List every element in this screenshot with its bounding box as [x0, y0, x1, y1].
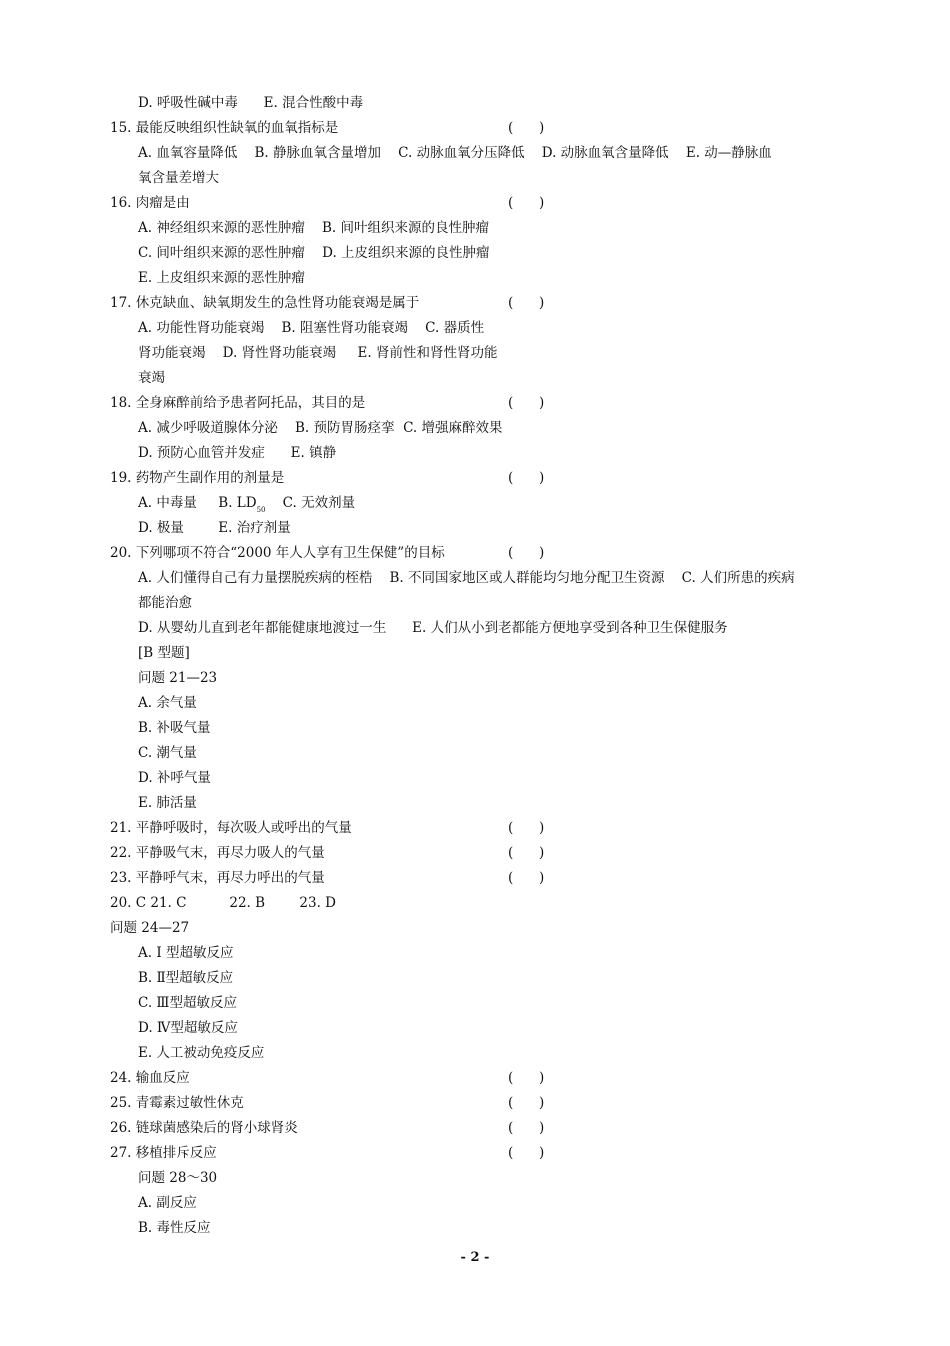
- answer-blank: ( ): [508, 1070, 545, 1086]
- question-17: 17. 休克缺血、缺氧期发生的急性肾功能衰竭是属于: [110, 295, 420, 311]
- answer-key: 20. C 21. C 22. B 23. D: [110, 895, 336, 911]
- option-text: A. 中毒量 B. LD: [138, 495, 257, 511]
- answer-blank: ( ): [508, 295, 545, 311]
- option-line: C. 潮气量: [138, 745, 197, 761]
- option-line: 都能治愈: [138, 595, 192, 611]
- subscript: 50: [256, 506, 266, 514]
- question-20: 20. 下列哪项不符合“2000 年人人享有卫生保健”的目标: [110, 545, 445, 561]
- answer-blank: ( ): [508, 195, 545, 211]
- option-line: D. 补呼气量: [138, 770, 211, 786]
- option-line: A. 人们懂得自己有力量摆脱疾病的桎梏 B. 不同国家地区或人群能均匀地分配卫生资源 C. 人们所患的疾病: [138, 570, 795, 586]
- answer-blank: ( ): [508, 870, 545, 886]
- question-24: 24. 输血反应: [110, 1070, 190, 1086]
- question-26: 26. 链球菌感染后的肾小球肾炎: [110, 1120, 298, 1136]
- option-line: 氧含量差增大: [138, 170, 219, 186]
- section-heading: [B 型题]: [138, 645, 190, 661]
- question-25: 25. 青霉素过敏性休克: [110, 1095, 244, 1111]
- option-line: 肾功能衰竭 D. 肾性肾功能衰竭 E. 肾前性和肾性肾功能: [138, 345, 498, 361]
- question-19: 19. 药物产生副作用的剂量是: [110, 470, 285, 486]
- question-27: 27. 移植排斥反应: [110, 1145, 217, 1161]
- option-line: A. 减少呼吸道腺体分泌 B. 预防胃肠痉挛 C. 增强麻醉效果: [138, 420, 503, 436]
- answer-blank: ( ): [508, 395, 545, 411]
- answer-blank: ( ): [508, 120, 545, 136]
- answer-blank: ( ): [508, 1145, 545, 1161]
- option-line: B. Ⅱ型超敏反应: [138, 970, 234, 986]
- question-16: 16. 肉瘤是由: [110, 195, 190, 211]
- option-line: E. 人工被动免疫反应: [138, 1045, 265, 1061]
- option-line: A. 血氧容量降低 B. 静脉血氧含量增加 C. 动脉血氧分压降低 D. 动脉血氧含量降低 E. 动—静脉血: [138, 145, 772, 161]
- option-line: E. 上皮组织来源的恶性肿瘤: [138, 270, 305, 286]
- option-line: C. Ⅲ型超敏反应: [138, 995, 237, 1011]
- answer-blank: ( ): [508, 820, 545, 836]
- option-line: D. Ⅳ型超敏反应: [138, 1020, 238, 1036]
- option-line: B. 毒性反应: [138, 1220, 211, 1236]
- option-line: B. 补吸气量: [138, 720, 211, 736]
- option-line: C. 间叶组织来源的恶性肿瘤 D. 上皮组织来源的良性肿瘤: [138, 245, 490, 261]
- answer-blank: ( ): [508, 1120, 545, 1136]
- option-line: E. 肺活量: [138, 795, 197, 811]
- option-line: A. I 型超敏反应: [138, 945, 234, 961]
- option-line: A. 功能性肾功能衰竭 B. 阻塞性肾功能衰竭 C. 器质性: [138, 320, 485, 336]
- answer-blank: ( ): [508, 545, 545, 561]
- option-line: A. 余气量: [138, 695, 197, 711]
- option-line: [138, 493, 355, 520]
- option-line: A. 副反应: [138, 1195, 197, 1211]
- group-heading: 问题 24—27: [110, 920, 190, 936]
- option-line: A. 神经组织来源的恶性肿瘤 B. 间叶组织来源的良性肿瘤: [138, 220, 489, 236]
- question-22: 22. 平静吸气末，再尽力吸人的气量: [110, 845, 325, 861]
- group-heading: 问题 28～30: [138, 1170, 218, 1186]
- option-line: 衰竭: [138, 370, 165, 386]
- option-line: D. 呼吸性碱中毒 E. 混合性酸中毒: [138, 95, 364, 111]
- option-line: D. 极量 E. 治疗剂量: [138, 520, 291, 536]
- question-23: 23. 平静呼气末，再尽力呼出的气量: [110, 870, 325, 886]
- option-line: D. 从婴幼儿直到老年都能健康地渡过一生 E. 人们从小到老都能方便地享受到各种卫生保健服务: [138, 620, 728, 636]
- question-21: 21. 平静呼吸时，每次吸人或呼出的气量: [110, 820, 352, 836]
- question-15: 15. 最能反映组织性缺氧的血氧指标是: [110, 120, 339, 136]
- answer-blank: ( ): [508, 845, 545, 861]
- option-line: D. 预防心血管并发症 E. 镇静: [138, 445, 337, 461]
- page-number: - 2 -: [460, 1250, 490, 1265]
- question-18: 18. 全身麻醉前给予患者阿托品，其目的是: [110, 395, 366, 411]
- answer-blank: ( ): [508, 1095, 545, 1111]
- option-text: C. 无效剂量: [265, 495, 356, 511]
- answer-blank: ( ): [508, 470, 545, 486]
- group-heading: 问题 21—23: [138, 670, 218, 686]
